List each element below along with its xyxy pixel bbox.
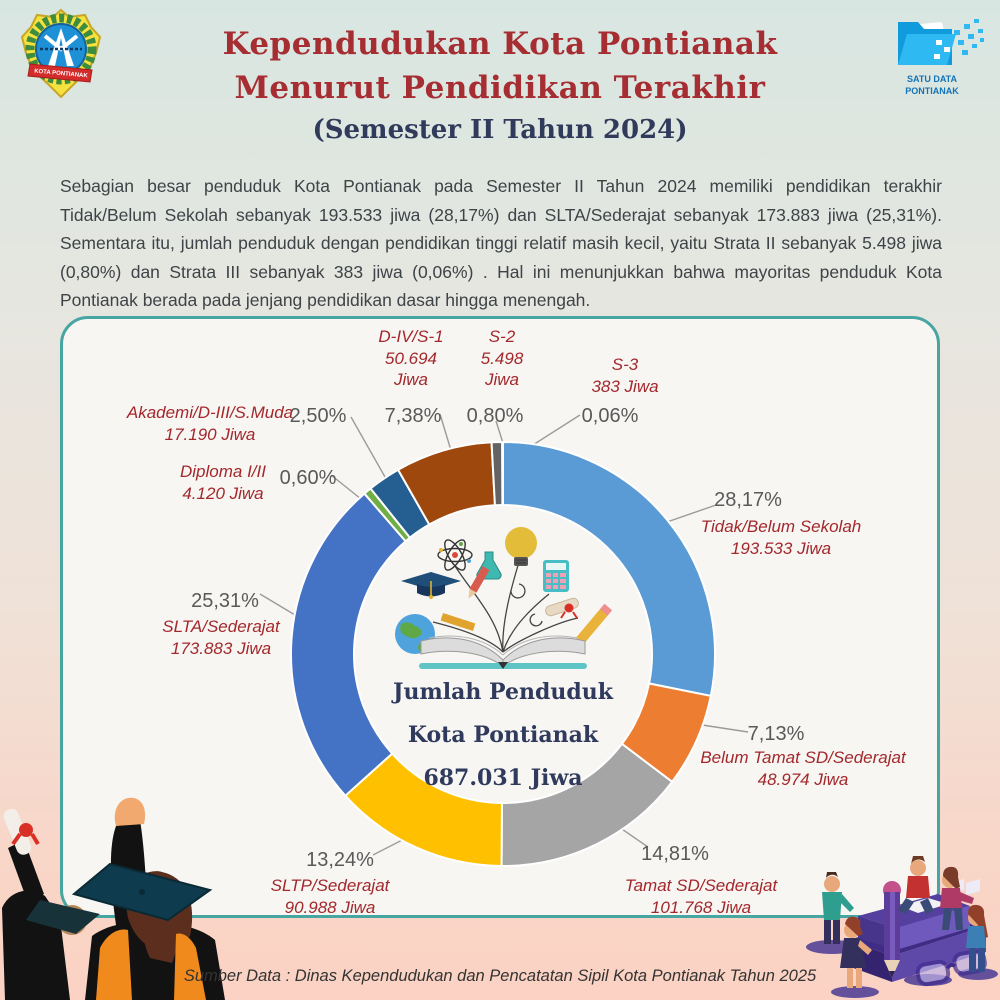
label-s-2 — [481, 326, 524, 391]
label-name: Diploma I/II — [180, 462, 266, 481]
center-label-line3: 687.031 Jiwa — [423, 765, 583, 791]
source-note: Sumber Data : Dinas Kependudukan dan Pencatatan Sipil Kota Pontianak Tahun 2025 — [183, 967, 817, 985]
satu-data-pontianak-logo — [888, 10, 988, 106]
percent-akademi-d-iii: 2,50% — [289, 405, 347, 427]
label-diploma-i-ii — [180, 461, 266, 504]
leader-line-6 — [351, 417, 385, 477]
label-count: 193.533 Jiwa — [730, 538, 832, 558]
emblem-banner-text: KOTA PONTIANAK — [33, 68, 88, 80]
label-akademi-d-iii — [127, 402, 293, 445]
calculator-icon — [543, 560, 569, 592]
percent-sltp: 13,24% — [306, 849, 374, 871]
label-name: Tidak/Belum Sekolah — [700, 517, 862, 536]
percent-s-2: 0,80% — [466, 405, 524, 427]
graduates-illustration — [0, 768, 250, 1000]
percent-d-iv-s-1: 7,38% — [384, 405, 442, 427]
label-count: 17.190 Jiwa — [164, 424, 256, 444]
title-line-1: Kependudukan Kota Pontianak — [222, 26, 778, 62]
donut-center-label — [343, 671, 663, 800]
kota-pontianak-emblem-logo — [18, 8, 104, 100]
label-name: S-3 — [611, 355, 639, 374]
lightbulb-icon — [505, 527, 537, 566]
flying-pixels — [954, 19, 984, 55]
graduation-cap-icon — [401, 572, 461, 599]
label-tamat-sd — [625, 875, 777, 918]
label-count: 48.974 Jiwa — [757, 769, 849, 789]
label-count: 4.120 Jiwa — [182, 483, 264, 503]
percent-tidak-belum-sekolah: 28,17% — [714, 489, 782, 511]
percent-slta: 25,31% — [191, 590, 259, 612]
diploma-icon — [544, 597, 579, 618]
label-name: Tamat SD/Sederajat — [624, 876, 778, 895]
label-name: S-2 — [488, 327, 516, 346]
giant-pencil — [883, 881, 901, 978]
label-tidak-belum-sekolah — [701, 516, 862, 559]
label-s-3 — [591, 354, 658, 397]
label-count: 50.694 — [385, 348, 437, 368]
title-subtitle: (Semester II Tahun 2024) — [312, 115, 688, 145]
label-name: Belum Tamat SD/Sederajat — [700, 748, 906, 767]
label-slta — [162, 616, 280, 659]
center-label-line1: Jumlah Penduduk — [393, 679, 613, 705]
label-unit: Jiwa — [393, 370, 428, 389]
percent-s-3: 0,06% — [581, 405, 639, 427]
intro-paragraph: Sebagian besar penduduk Kota Pontianak pada Semester II Tahun 2024 memiliki pendidikan terakhir Tidak/Belum Sekolah sebanyak 193.533 jiwa (28,17%) dan SLTA/Sederajat sebanyak 173.883 jiwa (25,31%). Sementara itu, jumlah penduduk dengan pendidikan tinggi relatif masih kecil, yaitu Strata II sebanyak 5.498 jiwa (0,80%) dan Strata III sebanyak 383 jiwa (0,06%) . Hal ini menunjukkan bahwa mayoritas penduduk Kota Pontianak berada pada jenjang pendidikan dasar hingga menengah. — [60, 176, 942, 310]
percent-tamat-sd: 14,81% — [641, 843, 709, 865]
label-unit: Jiwa — [484, 370, 520, 389]
label-count: 5.498 — [480, 348, 524, 368]
label-count: 101.768 Jiwa — [650, 897, 752, 917]
label-sltp — [271, 875, 390, 918]
label-name: Akademi/D-III/S.Muda — [126, 403, 294, 422]
title-line-2: Menurut Pendidikan Terakhir — [234, 70, 766, 106]
label-belum-tamat-sd — [700, 747, 905, 790]
red-pencil-icon — [465, 566, 489, 600]
logo-text-line1: SATU DATA — [907, 74, 957, 84]
ruler-icon — [441, 613, 476, 631]
education-book-illustration — [393, 522, 613, 672]
label-count: 383 Jiwa — [591, 376, 659, 396]
label-count: 173.883 Jiwa — [170, 638, 272, 658]
donut-segment-s-3 — [502, 442, 503, 505]
percent-diploma-i-ii: 0,60% — [279, 467, 337, 489]
label-name: SLTP/Sederajat — [270, 876, 390, 895]
percent-belum-tamat-sd: 7,13% — [747, 723, 805, 745]
page-title — [120, 22, 880, 150]
label-name: D-IV/S-1 — [378, 327, 444, 346]
label-d-iv-s-1 — [378, 326, 443, 391]
label-count: 90.988 Jiwa — [284, 897, 376, 917]
label-name: SLTA/Sederajat — [162, 617, 280, 636]
logo-text-line2: PONTIANAK — [905, 86, 959, 96]
center-label-line2: Kota Pontianak — [407, 722, 599, 748]
